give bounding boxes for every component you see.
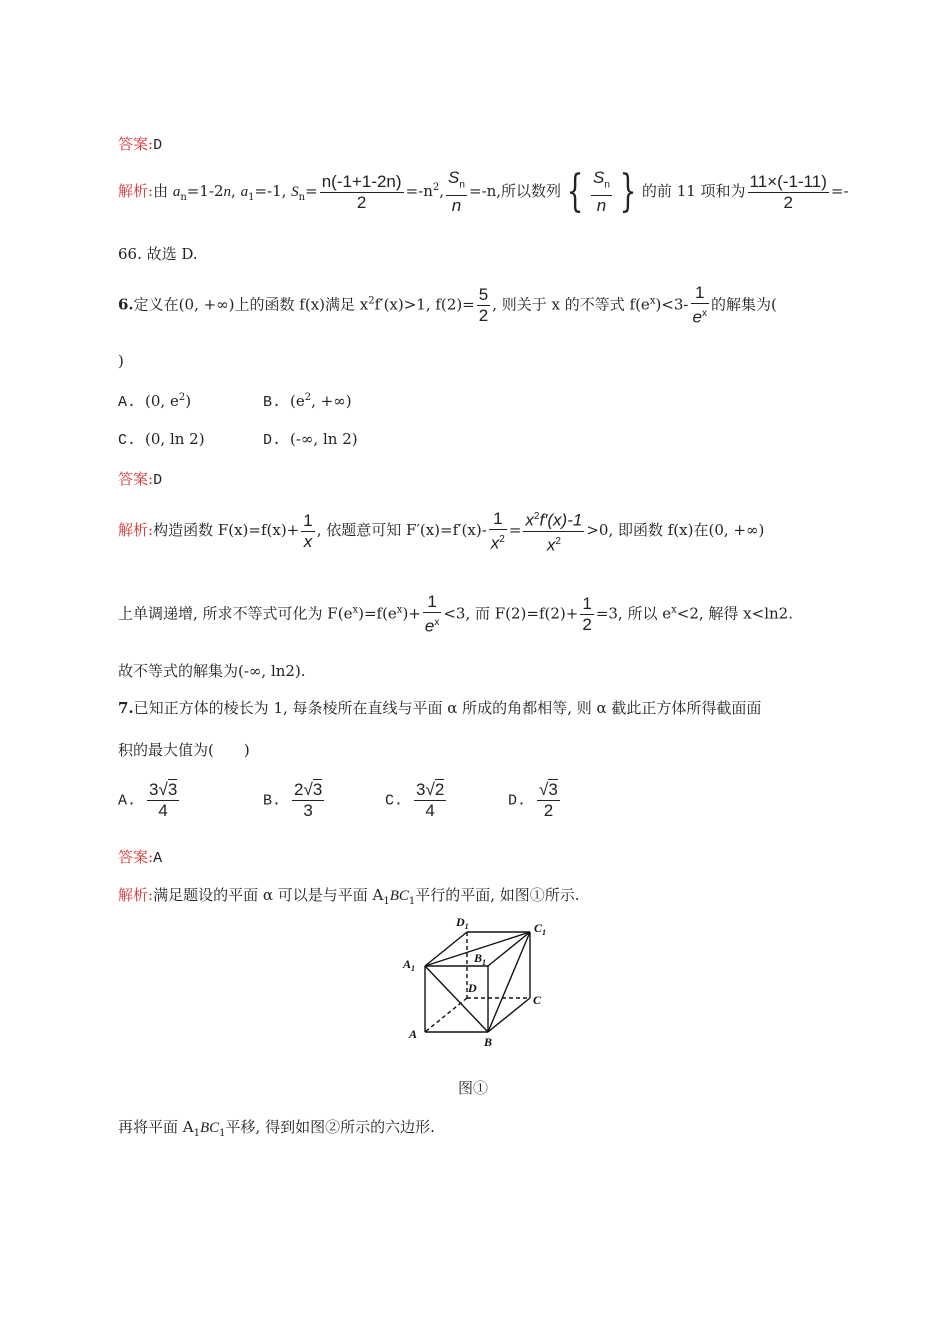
sub: 1 — [383, 896, 390, 907]
denominator: 2 — [582, 614, 592, 634]
text: , 依题意可知 F′(x)=f′(x)- — [316, 521, 487, 540]
text: >0, 即函数 f(x)在(0, +∞) — [586, 521, 765, 540]
cube-figure — [400, 912, 560, 1052]
fraction: $\frac{√3}{2}$ — [539, 780, 558, 820]
q7-analysis-line — [118, 884, 580, 907]
vertex-label: $D_1$ — [456, 915, 469, 931]
vertex-label: B — [484, 1035, 493, 1049]
var: a — [172, 184, 181, 201]
question-number: 6. — [118, 295, 134, 314]
sup: x — [671, 604, 677, 616]
analysis-label: 解析: — [118, 521, 154, 540]
numerator: 1 — [489, 509, 507, 530]
text: =-n — [405, 182, 433, 201]
q6-option-a[interactable] — [118, 392, 191, 411]
fraction — [691, 283, 709, 328]
fraction — [591, 168, 612, 216]
sup: x — [396, 604, 403, 616]
answer-value: D — [153, 137, 163, 154]
text: 的解集为( — [710, 295, 777, 314]
q7-final-line — [118, 1116, 435, 1139]
radicand: 2 — [434, 780, 445, 799]
fraction — [523, 507, 584, 555]
left-brace: { — [566, 166, 584, 218]
fraction: $\frac{3√3}{4}$ — [149, 780, 178, 820]
hidden-edge — [425, 998, 467, 1032]
radicand: 3 — [312, 780, 323, 799]
option-label: B. — [263, 792, 291, 810]
vertex-label: $B_1$ — [474, 951, 487, 967]
text: 满足题设的平面 α 可以是与平面 A — [153, 886, 384, 904]
edge — [425, 932, 467, 966]
sub: 1 — [193, 1128, 200, 1139]
sup: 2 — [368, 295, 375, 307]
fraction — [301, 511, 314, 552]
numerator: S — [593, 168, 605, 187]
q6-stem-close: ) — [118, 352, 124, 370]
text: f′(x)>1, f(2)= — [374, 295, 475, 314]
text: , — [439, 182, 445, 201]
var: S — [291, 184, 299, 201]
text: =-n,所以数列 — [468, 182, 562, 201]
denominator: 3 — [303, 801, 313, 820]
denominator: n — [451, 196, 462, 216]
fraction — [320, 172, 404, 213]
q5-analysis-line — [118, 168, 849, 216]
sup: x — [352, 604, 359, 616]
numerator: S — [448, 168, 460, 187]
answer-value: D — [153, 472, 163, 489]
q6-answer-line — [118, 468, 162, 489]
text: )=f(e — [358, 604, 397, 623]
analysis-label: 解析: — [118, 182, 154, 201]
vertex-label: $C_1$ — [534, 921, 547, 937]
vertex-label: D — [468, 981, 477, 995]
var: a — [240, 184, 249, 201]
edge — [488, 998, 530, 1032]
sub: n — [180, 192, 187, 204]
option-text: (e — [290, 392, 305, 410]
edge — [425, 966, 488, 1032]
sub: 1 — [219, 1128, 226, 1139]
text: <3, 而 F(2)=f(2)+ — [443, 604, 579, 623]
q6-stem — [118, 283, 777, 328]
denominator: x — [490, 533, 500, 553]
sup: 2 — [533, 511, 540, 522]
sup: 2 — [178, 392, 186, 403]
numerator: x — [525, 510, 534, 530]
answer-label: 答案: — [118, 470, 154, 488]
q7-option-d[interactable] — [508, 780, 562, 821]
answer-label: 答案: — [118, 135, 154, 153]
option-text: , +∞) — [311, 392, 352, 410]
option-text: (0, e — [145, 392, 179, 410]
text: =- — [830, 182, 849, 201]
sup: x — [434, 617, 440, 628]
var: BC — [199, 1120, 220, 1136]
q7-option-b[interactable] — [263, 780, 326, 821]
coefficient: 2 — [294, 780, 304, 799]
numerator: 1 — [303, 510, 313, 530]
text: , 则关于 x 的不等式 f(e — [492, 295, 650, 314]
fraction: $\frac{3√2}{4}$ — [416, 780, 445, 820]
text: 的前 11 项和为 — [641, 182, 746, 201]
q7-stem-line2: 积的最大值为( ) — [118, 741, 250, 759]
text: 定义在(0, +∞)上的函数 f(x)满足 x — [133, 295, 369, 314]
option-text: (0, ln 2) — [145, 430, 205, 448]
edge — [488, 932, 530, 966]
q7-stem-line1 — [118, 697, 761, 718]
text: )+ — [402, 604, 421, 623]
text: 再将平面 A — [118, 1118, 194, 1136]
q7-option-a[interactable] — [118, 780, 181, 821]
numerator: 1 — [423, 592, 441, 613]
q7-option-c[interactable] — [385, 780, 448, 821]
text: , — [231, 182, 241, 201]
sup: 2 — [555, 535, 561, 547]
option-label: D. — [508, 792, 536, 810]
figure-caption: 图① — [458, 1079, 489, 1097]
fraction: $\frac{2√3}{3}$ — [294, 780, 323, 820]
sub: n — [298, 192, 306, 204]
text: =3, 所以 e — [595, 604, 672, 623]
numerator: 1 — [582, 593, 592, 613]
radicand: 3 — [167, 780, 178, 799]
answer-value: A — [153, 850, 163, 867]
q6-option-d[interactable] — [263, 430, 358, 449]
text: 已知正方体的棱长为 1, 每条棱所在直线与平面 α 所成的角都相等, 则 α 截此正方体所得截面面 — [133, 699, 762, 717]
denominator: n — [596, 196, 607, 216]
q6-analysis-line1 — [118, 507, 764, 555]
q6-analysis-line2 — [118, 592, 793, 637]
text: =1-2 — [186, 182, 224, 201]
text: 上单调递增, 所求不等式可化为 F(e — [118, 604, 353, 623]
text: )<3- — [655, 295, 689, 314]
var: n — [223, 184, 232, 201]
numerator: n(-1+1-2n) — [321, 171, 402, 191]
denominator: e — [692, 307, 702, 327]
numerator-tail: f′(x)-1 — [539, 510, 583, 530]
text: 平移, 得到如图②所示的六边形. — [225, 1118, 435, 1136]
denominator: 2 — [478, 305, 489, 325]
fraction — [489, 509, 507, 554]
option-text: (-∞, ln 2) — [290, 430, 358, 448]
sup: x — [649, 295, 656, 307]
option-label: C. — [118, 432, 146, 449]
vertex-label: A — [409, 1027, 418, 1041]
sup: 2 — [432, 182, 440, 194]
text: 由 — [153, 182, 173, 201]
vertex-label: C — [533, 993, 542, 1007]
answer-label: 答案: — [118, 848, 154, 866]
option-text: ) — [185, 392, 192, 410]
denominator: 2 — [356, 192, 367, 212]
sup: x — [701, 308, 707, 319]
sub: 1 — [408, 896, 416, 907]
denominator: 4 — [158, 801, 168, 820]
denominator: e — [424, 616, 435, 636]
radicand: 3 — [548, 780, 558, 799]
q5-continuation: 66. 故选 D. — [118, 245, 198, 263]
right-brace: } — [619, 166, 637, 218]
var: BC — [389, 888, 409, 904]
fraction — [580, 594, 593, 635]
fraction — [748, 172, 829, 213]
numerator: 1 — [691, 283, 709, 304]
vertex-label: $A_1$ — [403, 957, 416, 973]
denominator: x — [546, 535, 556, 555]
sub: n — [459, 179, 465, 191]
numerator: 11×(-1-11) — [749, 171, 827, 191]
text: =-1, — [254, 182, 292, 201]
fraction — [446, 168, 467, 216]
sup: 2 — [499, 533, 505, 545]
sub: 1 — [248, 192, 255, 204]
text: 平行的平面, 如图①所示. — [415, 886, 580, 904]
denominator: 2 — [543, 801, 554, 820]
option-label: D. — [263, 432, 291, 449]
q6-option-c[interactable] — [118, 430, 205, 449]
text: 构造函数 F(x)=f(x)+ — [153, 521, 300, 540]
coefficient: 3 — [149, 780, 159, 799]
fraction — [477, 285, 490, 326]
option-label: A. — [118, 394, 146, 411]
fraction — [423, 592, 441, 637]
denominator: x — [303, 531, 313, 551]
denominator: 4 — [425, 801, 435, 820]
text: <2, 解得 x<ln2. — [676, 604, 793, 623]
q6-analysis-line3: 故不等式的解集为(-∞, ln2). — [118, 662, 306, 680]
analysis-label: 解析: — [118, 886, 154, 904]
q5-answer-line — [118, 133, 162, 154]
denominator: 2 — [783, 192, 793, 212]
text: = — [305, 182, 318, 201]
edge — [488, 932, 530, 1032]
q7-answer-line — [118, 846, 162, 867]
coefficient: 3 — [416, 780, 426, 799]
q6-option-b[interactable] — [263, 392, 352, 411]
sup: 2 — [304, 392, 312, 403]
text: = — [508, 521, 522, 540]
sub: n — [604, 179, 610, 191]
option-label: B. — [263, 394, 291, 411]
question-number: 7. — [118, 699, 134, 717]
option-label: A. — [118, 792, 146, 810]
option-label: C. — [385, 792, 413, 810]
numerator: 5 — [478, 284, 489, 304]
